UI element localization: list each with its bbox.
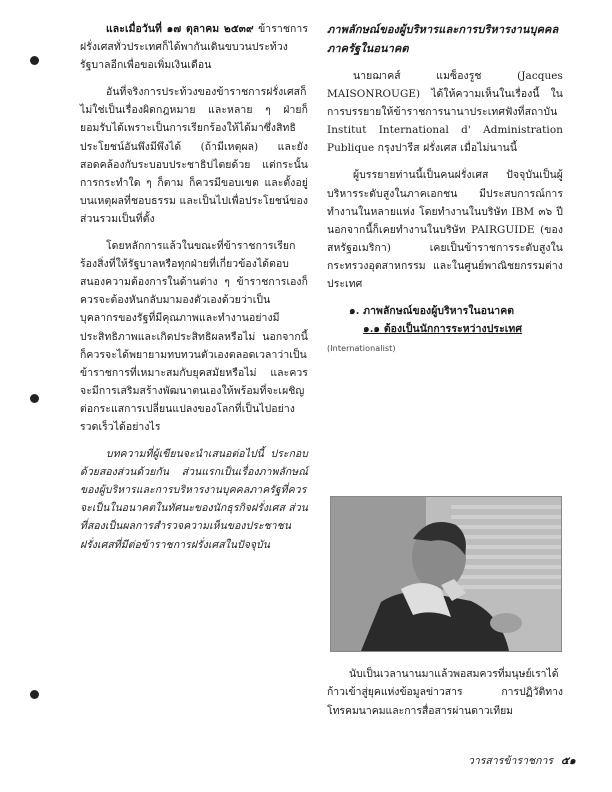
binder-hole	[30, 394, 39, 403]
left-paragraph-2: อันที่จริงการประท้วงของข้าราชการฝรั่งเศสก็ไม่ใช่เป็นเรื่องผิดกฎหมาย และหลาย ๆ ฝ่ายก็ยอมรับได้เพราะเป็นการเรียกร้องให้ได้มาซึ่งสิทธิประโยชน์อันพึงมีพึงได้ (ถ้ามีเหตุผล) และยังสอดคล้องกับระบอบประชาธิปไตยด้วย แต่กระนั้นการกระทำใด ๆ ก็ตาม ก็ควรมีขอบเขต และตั้งอยู่บนเหตุผลที่ชอบธรรม และเป็นไปเพื่อประโยชน์ของส่วนรวมเป็นที่ตั้ง	[80, 86, 308, 225]
journal-name: วารสารข้าราชการ	[468, 755, 554, 767]
binder-hole	[30, 56, 39, 65]
binder-hole	[30, 690, 39, 699]
left-paragraph-3: โดยหลักการแล้วในขณะที่ข้าราชการเรียกร้องสิ่งที่ให้รัฐบาลหรือทุกฝ่ายที่เกี่ยวข้องได้ตอบสนองความต้องการในด้านต่าง ๆ ข้าราชการเองก็ควรจะต้องหันกลับมามองตัวเองด้วยว่าเป็นบุคลากรของรัฐที่มีคุณภาพและทำงานอย่างมีประสิทธิภาพและเกิดประสิทธิผลหรือไม่ นอกจากนี้ก็ควรจะได้พยายามทบทวนตัวเองตลอดเวลาว่าเป็นข้าราชการที่เหมาะสมกับยุคสมัยหรือไม่ และควรจะมีการเสริมสร้างพัฒนาตนเองให้พร้อมที่จะเผชิญต่อกระแสการเปลี่ยนแปลงของโลกที่เป็นไปอย่างรวดเร็วได้อย่างไร	[80, 240, 308, 433]
right-paragraph-3: นับเป็นเวลานานมาแล้วพอสมควรที่มนุษย์เราได้ก้าวเข้าสู่ยุคแห่งข้อมูลข่าวสาร การปฏิวัติทางโทรคมนาคมและการสื่อสารผ่านดาวเทียม	[327, 668, 563, 717]
right-column	[327, 20, 563, 362]
page-footer	[468, 752, 576, 769]
page-number: ๕๑	[561, 755, 576, 767]
subheading-english: (Internationalist)	[327, 344, 396, 354]
section-heading: ภาพลักษณ์ของผู้บริหารและการบริหารงานบุคคลภาครัฐในอนาคต	[327, 23, 559, 55]
subheading-1: ๑. ภาพลักษณ์ของผู้บริหารในอนาคต	[349, 305, 515, 318]
subheading-1-1: ๑.๑ ต้องเป็นนักการระหว่างประเทศ	[363, 323, 523, 336]
paragraph-text: ข้าราชการฝรั่งเศสทั่วประเทศก็ได้พากันเดินขบวนประท้วงรัฐบาลอีกเพื่อขอเพิ่มเงินเดือน	[80, 23, 308, 72]
left-paragraph-1	[80, 20, 308, 74]
portrait-photo	[330, 496, 562, 652]
left-column	[80, 20, 308, 563]
left-paragraph-4-intro: บทความที่ผู้เขียนจะนำเสนอต่อไปนี้ ประกอบด้วยสองส่วนด้วยกัน ส่วนแรกเป็นเรื่องภาพลักษณ์ของผู้บริหารและการบริหารงานบุคคลภาครัฐที่ควรจะเป็นในอนาคตในทัศนะของนักธุรกิจฝรั่งเศส ส่วนที่สองเป็นผลการสำรวจความเห็นของประชาชนฝรั่งเศสที่มีต่อข้าราชการฝรั่งเศสในปัจจุบัน	[80, 448, 308, 551]
right-paragraph-2: ผู้บรรยายท่านนี้เป็นคนฝรั่งเศส ปัจจุบันเป็นผู้บริหารระดับสูงในภาคเอกชน มีประสบการณ์การทำงานในหลายแห่ง โดยทำงานในบริษัท IBM ๓๖ ปี นอกจากนี้ก็เคยทำงานในบริษัท PAIRGUIDE (ของสหรัฐอเมริกา) เคยเป็นข้าราชการระดับสูงในกระทรวงอุตสาหกรรม และในศูนย์พาณิชยกรรมต่างประเทศ	[327, 169, 563, 291]
portrait-illustration	[331, 497, 561, 651]
date-lead: และเมื่อวันที่ ๑๗ ตุลาคม ๒๕๓๙	[106, 23, 254, 35]
right-paragraph-1: นายฌาคส์ แมซ็องรูช (Jacques MAISONROUGE) ได้ให้ความเห็นในเรื่องนี้ ในการบรรยายให้ข้าราชการนานาประเทศฟังที่สถาบัน Institut International d' Administration Publique กรุงปารีส ฝรั่งเศส เมื่อไม่นานนี้	[327, 70, 563, 155]
